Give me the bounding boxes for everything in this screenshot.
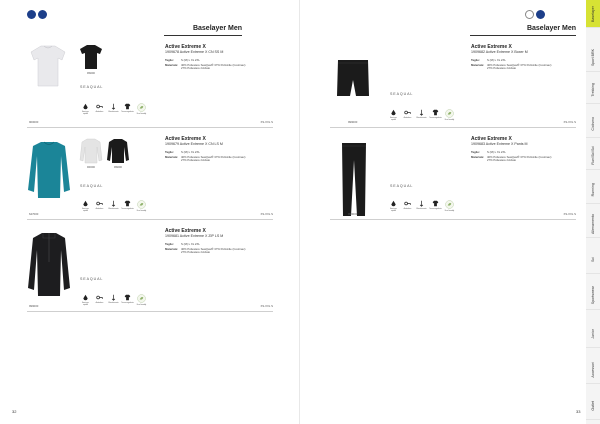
color-thumb[interactable] — [79, 44, 103, 70]
spec-value: 40% Poliestere SeaQual® 37% Polivinile (Coolmax) — [181, 154, 246, 159]
sidebar-item-accessori[interactable] — [586, 356, 600, 384]
logo-circle-icon — [525, 10, 534, 19]
feature-thermo — [122, 103, 133, 113]
product-info — [165, 228, 290, 255]
seaqual-logo: SEAQUAL — [390, 184, 414, 188]
size-range: XS-XXL S — [260, 304, 273, 308]
product-subtitle: 1909678 Active Extreme X CN SS M — [165, 50, 224, 54]
feature-label: Asciuga rapido — [390, 117, 397, 122]
feature-icons — [388, 200, 455, 212]
sidebar-item-label: Sportswear — [591, 286, 595, 305]
sidebar-item-label: Running — [591, 182, 595, 197]
feature-anti-odor — [94, 200, 105, 210]
feature-label: Antiodore — [95, 111, 104, 113]
stretch-icon — [418, 200, 425, 207]
product-photo — [29, 44, 67, 88]
feature-quick-dry — [388, 200, 399, 212]
product-card[interactable] — [27, 128, 273, 220]
product-name: Active Extreme X — [471, 136, 512, 142]
product-subtitle: 1909679 Active Extreme X CN LS M — [165, 142, 223, 146]
key-icon — [404, 200, 411, 207]
seaqual-logo: SEAQUAL — [390, 92, 414, 96]
feature-anti-odor — [402, 109, 413, 119]
feature-label: Eco friendly — [444, 210, 455, 212]
feature-label: Antiodore — [95, 302, 104, 304]
sidebar-item-ciclismo[interactable] — [586, 110, 600, 138]
page-number: 33 — [576, 409, 581, 414]
drop-icon — [82, 103, 89, 110]
sidebar-item-label: Allenamento — [591, 213, 595, 234]
spec-label: Taglie: — [165, 150, 174, 154]
product-subtitle: 1909681 Active Extreme X ZIP LS M — [165, 234, 224, 238]
sidebar-item-label: Outlet — [591, 400, 595, 411]
size-range: XS-XXL S — [563, 212, 576, 216]
spec-label: Materiale: — [165, 62, 179, 67]
feature-thermo — [430, 200, 441, 210]
feature-thermo — [122, 294, 133, 304]
feature-eco — [136, 200, 147, 212]
spec-value: S (M) L XL 2XL — [487, 150, 506, 154]
sidebar-item-label: Sport BRK — [591, 49, 595, 66]
feature-label: Antiodore — [95, 208, 104, 210]
page-number: 32 — [12, 409, 17, 414]
color-thumb[interactable] — [106, 138, 130, 164]
stretch-icon — [110, 200, 117, 207]
spec-materials — [471, 64, 596, 71]
sidebar-item-baselayer[interactable] — [586, 0, 600, 28]
spec-value: 27% Poliestere riciclato — [487, 158, 517, 163]
spec-value: 27% Poliestere riciclato — [181, 250, 211, 255]
drop-icon — [390, 200, 397, 207]
sidebar-item-label: Accessori — [591, 361, 595, 378]
feature-label: Termoregolante — [429, 117, 442, 119]
feature-label: Asciuga rapido — [82, 111, 89, 116]
spec-value: 40% Poliestere SeaQual® 37% Polivinile (Coolmax) — [181, 62, 246, 67]
feature-label: Asciuga rapido — [82, 302, 89, 307]
sidebar-item-label: Trekking — [591, 82, 595, 97]
sidebar-item-label: Run/Ski/Sci — [591, 146, 595, 165]
sidebar-item-sport-brk[interactable] — [586, 44, 600, 72]
spec-value: S (M) L XL 2XL — [181, 242, 200, 246]
feature-label: Eco friendly — [444, 119, 455, 121]
sidebar-item-outlet[interactable] — [586, 392, 600, 420]
feature-anti-odor — [94, 294, 105, 304]
color-thumb[interactable] — [79, 138, 103, 164]
logo-circle-icon — [38, 10, 47, 19]
product-info — [165, 44, 290, 71]
style-code: 900000 — [29, 120, 39, 124]
key-icon — [96, 200, 103, 207]
feature-quick-dry — [388, 109, 399, 121]
product-name: Active Extreme X — [471, 44, 512, 50]
shirt-icon — [432, 109, 439, 116]
sidebar-item-label: Baselayer — [591, 5, 595, 22]
product-divider — [27, 311, 273, 312]
spec-materials — [165, 248, 290, 255]
feature-label: Asciuga rapido — [82, 208, 89, 213]
size-range: XS-XXL S — [260, 120, 273, 124]
style-code: 647000 — [29, 212, 39, 216]
brand-logo — [525, 10, 545, 19]
product-divider — [330, 219, 576, 220]
feature-stretch — [108, 200, 119, 210]
feature-label: Eco friendly — [136, 113, 147, 115]
product-photo — [336, 58, 370, 98]
thumb-code: 999000 — [114, 166, 122, 169]
feature-label: Termoregolante — [121, 302, 134, 304]
product-subtitle: 1909683 Active Extreme X Pants M — [471, 142, 528, 146]
style-code: 999000 — [348, 120, 358, 124]
shirt-icon — [124, 294, 131, 301]
feature-eco — [136, 294, 147, 306]
feature-stretch — [416, 109, 427, 119]
product-info — [471, 44, 596, 71]
spec-value: 27% Poliestere riciclato — [487, 66, 517, 71]
sidebar-item-sci[interactable] — [586, 246, 600, 274]
drop-icon — [82, 200, 89, 207]
feature-label: Elasticizzato — [416, 208, 427, 210]
logo-circle-icon — [536, 10, 545, 19]
spec-label: Taglie: — [471, 150, 480, 154]
feature-label: Antiodore — [403, 117, 412, 119]
spec-materials — [165, 64, 290, 71]
feature-label: Elasticizzato — [108, 111, 119, 113]
spec-value: S (M) L XL 2XL — [181, 58, 200, 62]
spec-label: Taglie: — [165, 58, 174, 62]
style-code: 999000 — [348, 212, 358, 216]
category-sidebar — [586, 0, 600, 424]
feature-icons — [388, 109, 455, 121]
spec-value: S (M) L XL 2XL — [181, 150, 200, 154]
thumb-code: 999000 — [87, 72, 95, 75]
stretch-icon — [110, 103, 117, 110]
drop-icon — [82, 294, 89, 301]
feature-label: Termoregolante — [121, 208, 134, 210]
thumb-code: 900000 — [87, 166, 95, 169]
brand-logo — [27, 10, 47, 19]
page-heading: Baselayer Men — [526, 25, 576, 32]
sidebar-item-trekking[interactable] — [586, 76, 600, 104]
feature-label: Eco friendly — [136, 304, 147, 306]
feature-label: Termoregolante — [429, 208, 442, 210]
eco-icon — [445, 200, 454, 209]
style-code: 999000 — [29, 304, 39, 308]
feature-thermo — [122, 200, 133, 210]
product-card[interactable] — [330, 128, 576, 220]
spec-label: Materiale: — [165, 154, 179, 159]
product-photo — [340, 142, 368, 218]
logo-circle-icon — [27, 10, 36, 19]
key-icon — [96, 294, 103, 301]
spec-value: 27% Poliestere riciclato — [181, 66, 211, 71]
product-subtitle: 1909682 Active Extreme X Boxer M — [471, 50, 528, 54]
feature-stretch — [108, 103, 119, 113]
spec-value: 40% Poliestere SeaQual® 37% Polivinile (Coolmax) — [181, 246, 246, 251]
size-range: XS-XXL S — [260, 212, 273, 216]
drop-icon — [390, 109, 397, 116]
feature-quick-dry — [80, 103, 91, 115]
feature-icons — [80, 294, 147, 306]
shirt-icon — [124, 200, 131, 207]
seaqual-logo: SEAQUAL — [80, 277, 104, 281]
feature-label: Eco friendly — [136, 210, 147, 212]
seaqual-logo: SEAQUAL — [80, 85, 104, 89]
spec-value: S (M) L XL 2XL — [487, 58, 506, 62]
feature-icons — [80, 103, 147, 115]
product-name: Active Extreme X — [165, 44, 206, 50]
spec-value: 27% Poliestere riciclato — [181, 158, 211, 163]
spec-materials — [165, 156, 290, 163]
page-heading: Baselayer Men — [192, 25, 242, 32]
stretch-icon — [418, 109, 425, 116]
product-card[interactable] — [330, 36, 576, 128]
feature-quick-dry — [80, 200, 91, 212]
product-photo — [27, 140, 71, 200]
sidebar-item-sportswear[interactable] — [586, 282, 600, 310]
stretch-icon — [110, 294, 117, 301]
spec-label: Materiale: — [165, 246, 179, 251]
right-page — [300, 0, 600, 424]
feature-eco — [136, 103, 147, 115]
feature-label: Antiodore — [403, 208, 412, 210]
shirt-icon — [432, 200, 439, 207]
eco-icon — [137, 200, 146, 209]
feature-anti-odor — [94, 103, 105, 113]
feature-label: Asciuga rapido — [390, 208, 397, 213]
sidebar-item-label: Sci — [591, 257, 595, 262]
product-info — [165, 136, 290, 163]
feature-eco — [444, 109, 455, 121]
eco-icon — [137, 294, 146, 303]
spec-materials — [471, 156, 596, 163]
sidebar-item-running[interactable] — [586, 176, 600, 204]
feature-label: Elasticizzato — [108, 302, 119, 304]
feature-stretch — [108, 294, 119, 304]
product-photo — [27, 232, 71, 298]
sidebar-item-junior[interactable] — [586, 320, 600, 348]
spec-value: 40% Poliestere SeaQual® 37% Polivinile (Coolmax) — [487, 154, 552, 159]
feature-eco — [444, 200, 455, 212]
spec-value: 40% Poliestere SeaQual® 37% Polivinile (Coolmax) — [487, 62, 552, 67]
eco-icon — [137, 103, 146, 112]
feature-label: Termoregolante — [121, 111, 134, 113]
spec-label: Materiale: — [471, 154, 485, 159]
feature-label: Elasticizzato — [108, 208, 119, 210]
feature-quick-dry — [80, 294, 91, 306]
eco-icon — [445, 109, 454, 118]
product-card[interactable] — [27, 36, 273, 128]
spec-label: Taglie: — [165, 242, 174, 246]
feature-icons — [80, 200, 147, 212]
feature-anti-odor — [402, 200, 413, 210]
product-info — [471, 136, 596, 163]
sidebar-item-run-ski[interactable] — [586, 142, 600, 170]
feature-label: Elasticizzato — [416, 117, 427, 119]
feature-thermo — [430, 109, 441, 119]
sidebar-item-label: Ciclismo — [591, 116, 595, 131]
product-card[interactable] — [27, 220, 273, 312]
sidebar-item-label: Junior — [591, 328, 595, 339]
size-range: XS-XXL S — [563, 120, 576, 124]
product-name: Active Extreme X — [165, 228, 206, 234]
spec-label: Taglie: — [471, 58, 480, 62]
seaqual-logo: SEAQUAL — [80, 184, 104, 188]
feature-stretch — [416, 200, 427, 210]
key-icon — [96, 103, 103, 110]
sidebar-item-allenamento[interactable] — [586, 210, 600, 238]
product-name: Active Extreme X — [165, 136, 206, 142]
shirt-icon — [124, 103, 131, 110]
key-icon — [404, 109, 411, 116]
spec-label: Materiale: — [471, 62, 485, 67]
